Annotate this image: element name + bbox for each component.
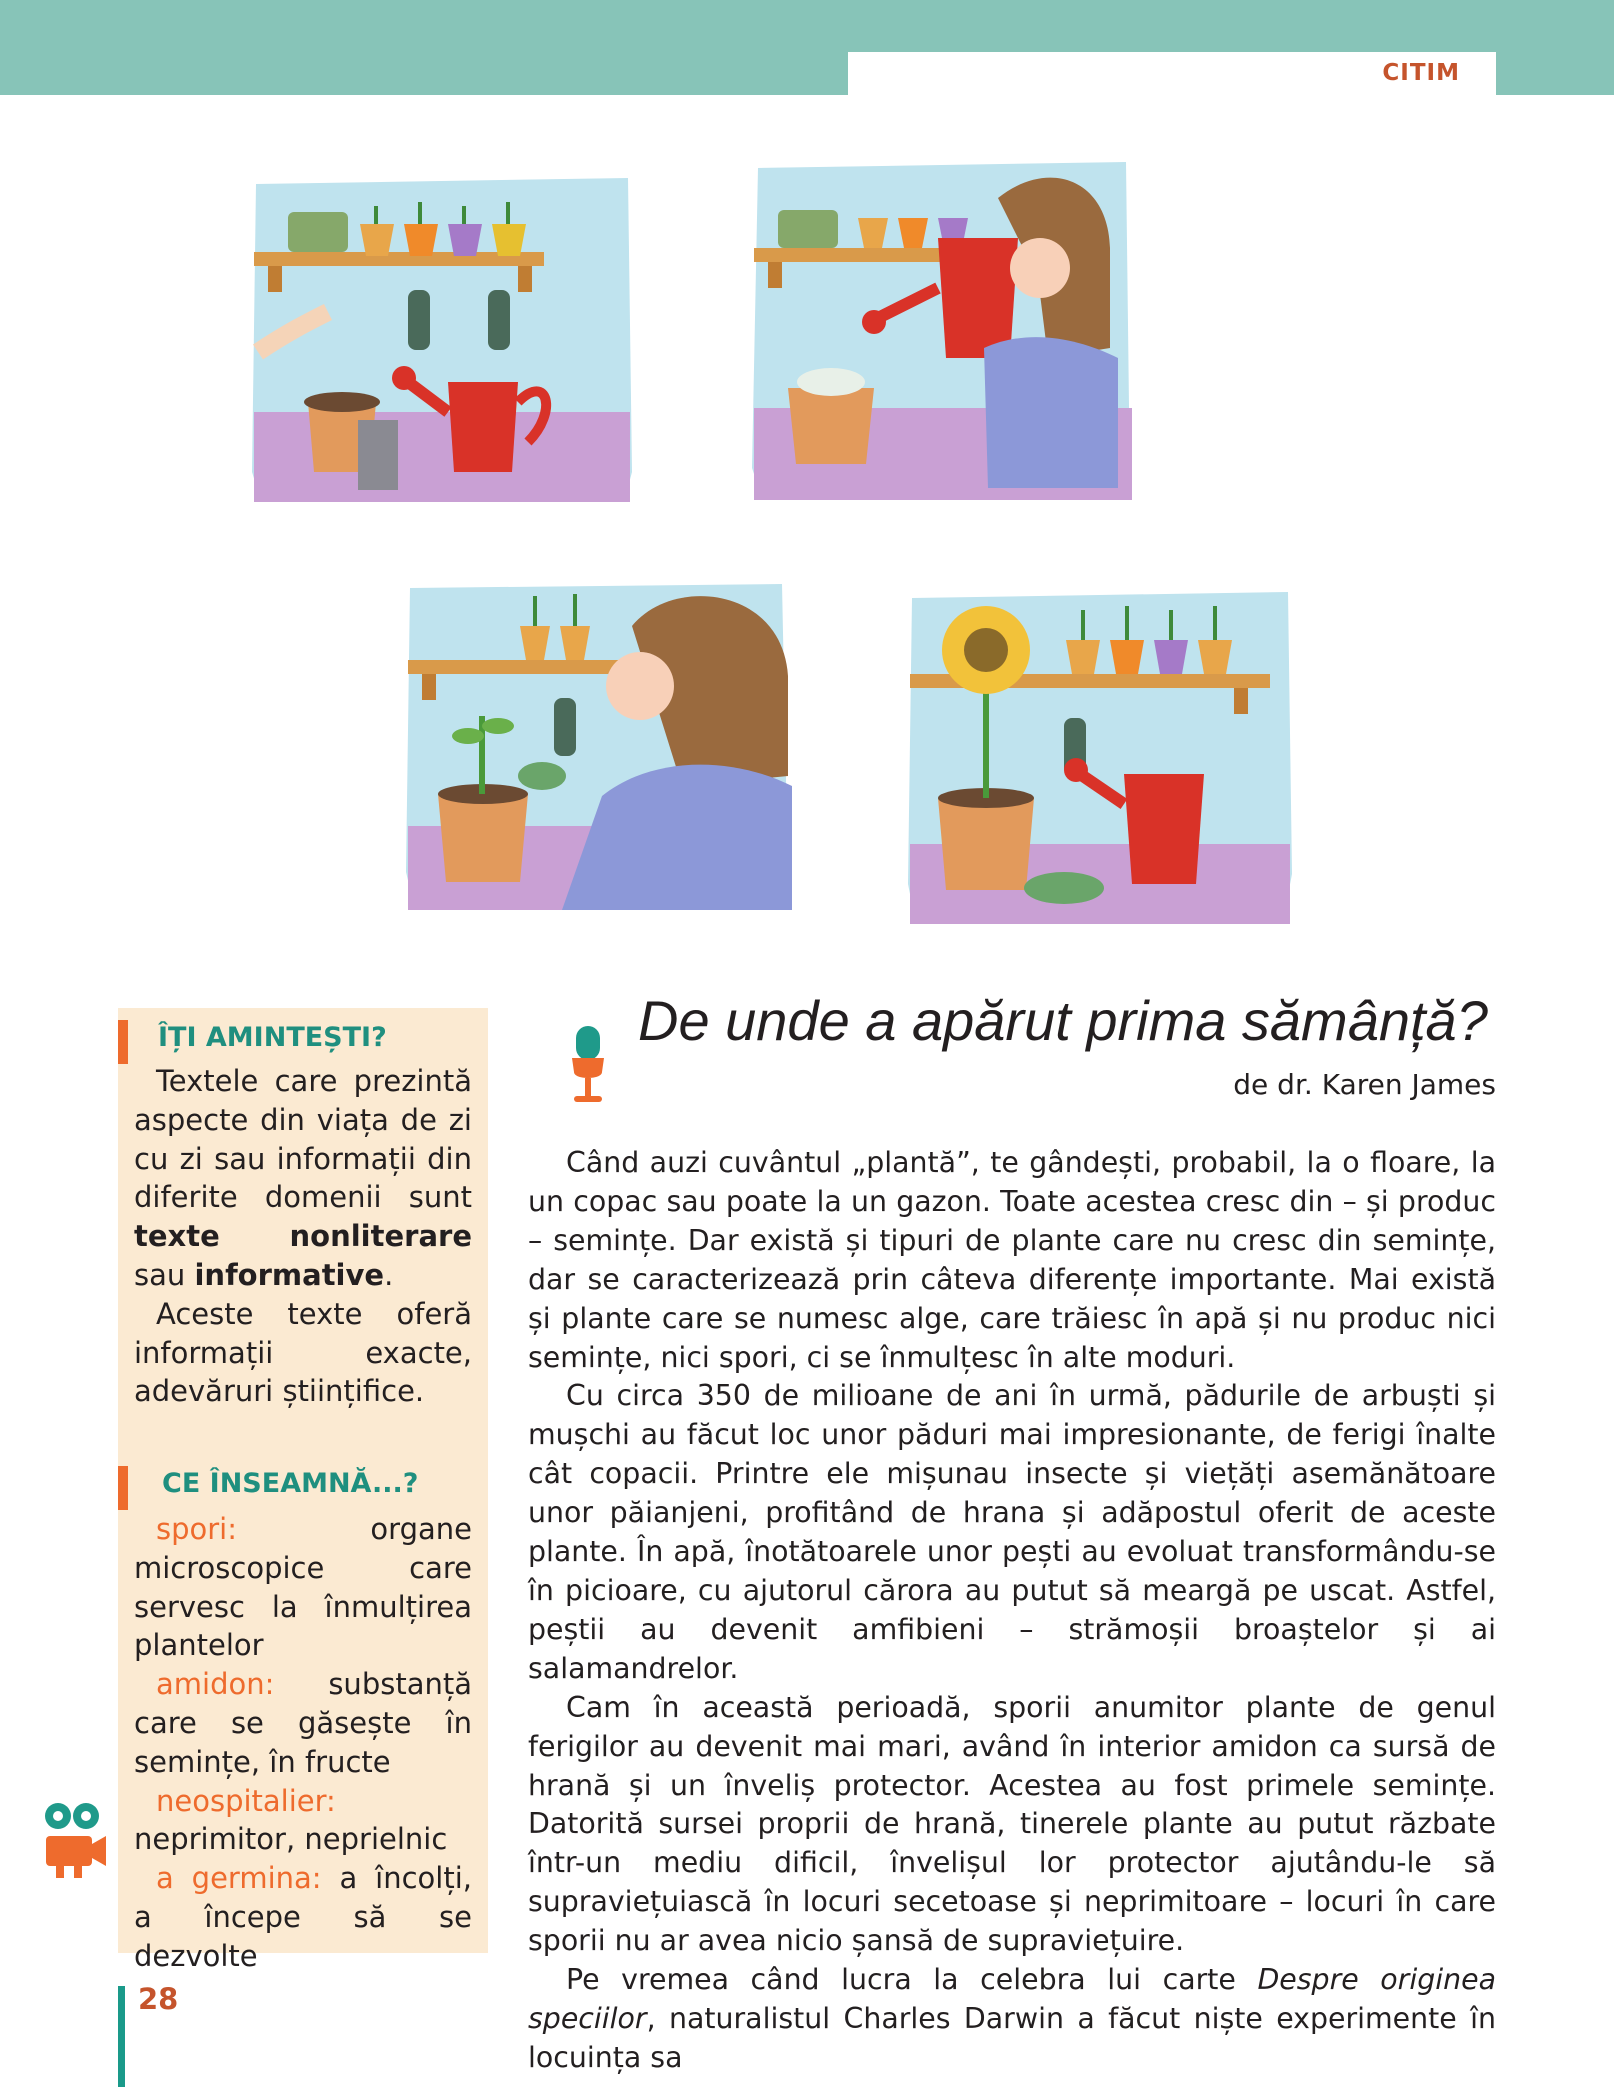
remember-paragraph-2: Aceste texte oferă informații exacte, adevăruri științifice. xyxy=(134,1296,472,1409)
glossary-definition: a încolți, a începe să se dezvolte xyxy=(134,1861,472,1973)
header-band xyxy=(0,0,1614,95)
remember-text-part: . xyxy=(384,1257,394,1292)
article-title: De unde a apărut prima sămânță? xyxy=(638,989,1488,1052)
illustration-grown-sunflower xyxy=(904,584,1296,928)
paragraph-text: , naturalistul Charles Darwin a făcut niște experimente în locuința sa xyxy=(528,2001,1496,2074)
glossary-definition: organe microscopice care servesc la înmulțirea plantelor xyxy=(134,1512,472,1663)
remember-heading: ÎȚI AMINTEȘTI? xyxy=(158,1022,387,1053)
section-tab xyxy=(848,52,1496,95)
sidebar-info-box xyxy=(118,1008,488,1973)
remember-term-informative: informative xyxy=(194,1257,385,1292)
glossary-definition: substanță care se găsește în semințe, în fructe xyxy=(134,1667,472,1779)
article-body xyxy=(528,1144,1496,2078)
remember-text xyxy=(134,1062,472,1411)
remember-text-part: Textele care prezintă aspecte din viața de zi cu zi sau informații din diferite domenii sunt xyxy=(134,1064,472,1215)
remember-term-nonliterary: texte nonliterare xyxy=(134,1219,472,1254)
remember-paragraph-1 xyxy=(134,1062,472,1295)
meaning-heading-marker xyxy=(118,1466,128,1510)
glossary-item xyxy=(134,1510,472,1665)
article-author: de dr. Karen James xyxy=(1233,1068,1496,1101)
paragraph-text: Pe vremea când lucra la celebra lui carte xyxy=(566,1963,1258,1997)
article-paragraph-1: Când auzi cuvântul „plantă”, te gândești, probabil, la o floare, la un copac sau poate la un gazon. Toate acestea cresc din – și produc – semințe. Dar există și tipuri de plante care nu cresc din semințe, dar se caracterizează prin câteva diferențe importante. Mai există și plante care se numesc alge, care trăiesc în apă și nu produc nici semințe, nici spori, ci se înmulțesc în alte moduri. xyxy=(528,1146,1496,1374)
glossary-definition: neprimitor, neprielnic xyxy=(134,1822,448,1857)
book-title: Despre originea speciilor xyxy=(528,1963,1496,2035)
illustration-watering-sprouts xyxy=(748,158,1136,504)
meaning-heading: CE ÎNSEAMNĂ...? xyxy=(162,1468,419,1499)
glossary-term: amidon: xyxy=(156,1667,275,1702)
glossary-term: neospitalier: xyxy=(156,1783,336,1818)
film-camera-icon[interactable] xyxy=(40,1800,108,1884)
page-edge-bar xyxy=(118,1986,125,2087)
illustration-planting-seeds xyxy=(248,172,638,508)
glossary-item xyxy=(134,1782,472,1860)
article-paragraph-2: Cu circa 350 de milioane de ani în urmă, pădurile de arbuști și mușchi au făcut loc unor păduri mai impresionante, de ferigi înalte cât copacii. Printre ele mișunau insecte și viețăți asemănătoare unor păianjeni, profitând de hrana și adăpostul oferit de aceste plante. În apă, înotătoarele unor pești au evoluat transformându-se în picioare, cu ajutorul cărora au putut să meargă pe uscat. Astfel, peștii au devenit amfibieni – strămoșii broaștelor și ai salamandrelor. xyxy=(528,1379,1496,1685)
section-label: CITIM xyxy=(1382,60,1460,86)
article-paragraph-4 xyxy=(528,1961,1496,2078)
remember-heading-marker xyxy=(118,1020,128,1064)
article-paragraph-3: Cam în această perioadă, sporii anumitor plante de genul ferigilor au devenit mai mari, având în interior amidon ca sursă de hrană și un înveliș protector. Acestea au fost primele semințe. Datorită sursei proprii de hrană, tinerele plante au putut răzbate într-un mediu dificil, învelișul lor protector ajutându-le să supraviețuiască în locuri secetoase și neprimitoare – locuri în care sporii nu ar avea nicio șansă de supraviețuire. xyxy=(528,1690,1496,1958)
page-number: 28 xyxy=(138,1982,179,2016)
illustration-tending-seedling xyxy=(402,576,794,914)
glossary-list xyxy=(134,1510,472,1976)
glossary-term: spori: xyxy=(156,1512,238,1546)
microphone-icon[interactable] xyxy=(568,1024,608,1110)
glossary-term: a germina: xyxy=(156,1861,322,1896)
glossary-item xyxy=(134,1859,472,1975)
glossary-item xyxy=(134,1665,472,1781)
remember-text-part: sau xyxy=(134,1257,195,1292)
